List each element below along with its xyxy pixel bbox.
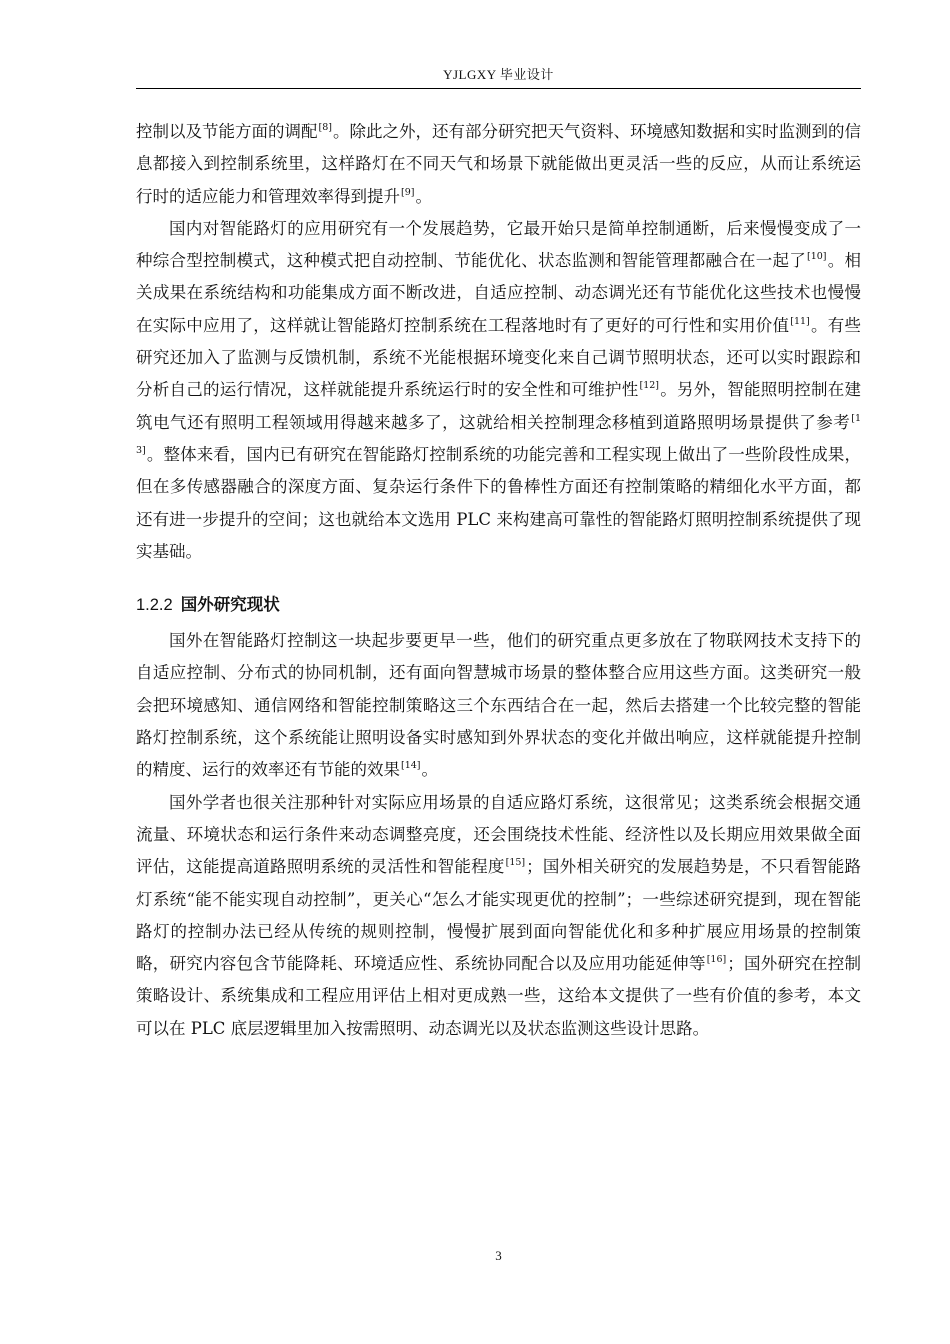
citation-ref: [16] [706, 954, 727, 966]
citation-ref: [13] [136, 412, 861, 456]
citation-ref: [12] [639, 380, 660, 392]
section-number: 1.2.2 [136, 596, 173, 615]
text-run: 国外在智能路灯控制这一块起步要更早一些，他们的研究重点更多放在了物联网技术支持下的自适应控制、分布式的协同机制，还有面向智慧城市场景的整体整合应用这些方面。这类研究一般会把环境感知、通信网络和智能控制策略这三个东西结合在一起，然后去搭建一个比较完整的智能路灯控制系统，这个系统能让照明设备实时感知到外界状态的变化并做出响应，这样就能提升控制的精度、运行的效率还有节能的效果 [136, 631, 861, 780]
paragraphs-bottom [136, 625, 861, 1045]
citation-ref: [14] [401, 760, 421, 772]
text-run: 。相关成果在系统结构和功能集成方面不断改进，自适应控制、动态调光还有节能优化这些技术也慢慢在实际中应用了，这样就让智能路灯控制系统在工程落地时有了更好的可行性和实用价值 [136, 251, 862, 335]
text-run: 。另外，智能照明控制在建筑电气还有照明工程领域用得越来越多了，这就给相关控制理念移植到道路照明场景提供了参考 [136, 380, 862, 432]
section-title: 国外研究现状 [180, 595, 280, 615]
text-run: 。整体来看，国内已有研究在智能路灯控制系统的功能完善和工程实现上做出了一些阶段性成果，但在多传感器融合的深度方面、复杂运行条件下的鲁棒性方面还有控制策略的精细化水平方面，都还有进一步提升的空间；这也就给本文选用 PLC 来构建高可靠性的智能路灯照明控制系统提供了现实基础。 [136, 444, 861, 561]
text-run: ；国外相关研究的发展趋势是，不只看智能路灯系统“能不能实现自动控制”，更关心“怎么才能实现更优的控制”；一些综述研究提到，现在智能路灯的控制办法已经从传统的规则控制，慢慢扩展到面向智能优化和多种扩展应用场景的控制策略，研究内容包含节能降耗、环境适应性、系统协同配合以及应用功能延伸等 [136, 857, 862, 974]
text-run: 控制以及节能方面的调配 [136, 122, 318, 141]
citation-ref: [8] [318, 122, 332, 133]
citation-ref: [15] [505, 857, 526, 869]
header-rule [136, 88, 861, 89]
text-run: 国外学者也很关注那种针对实际应用场景的自适应路灯系统，这很常见；这类系统会根据交通流量、环境状态和运行条件来动态调整亮度，还会围绕技术性能、经济性以及长期应用效果做全面评估，这能提高道路照明系统的灵活性和智能程度 [136, 792, 861, 877]
paragraph-p4 [136, 787, 861, 1045]
page-number: 3 [495, 1248, 502, 1263]
text-run: 。有些研究还加入了监测与反馈机制，系统不光能根据环境变化来自己调节照明状态，还可以实时跟踪和分析自己的运行情况，这样就能提升系统运行时的安全性和可维护性 [136, 315, 862, 400]
text-run: 国内对智能路灯的应用研究有一个发展趋势，它最开始只是简单控制通断，后来慢慢变成了一种综合型控制模式，这种模式把自动控制、节能优化、状态监测和智能管理都融合在一起了 [136, 218, 861, 271]
paragraphs-top [136, 116, 861, 568]
text-run: ；国外研究在控制策略设计、系统集成和工程应用评估上相对更成熟一些，这给本文提供了一些有价值的参考，本文可以在 PLC 底层逻辑里加入按需照明、动态调光以及状态监测这些设计思路。 [136, 954, 862, 1038]
page-body [136, 116, 861, 1045]
text-run: 。 [415, 186, 432, 206]
paragraph-p2 [136, 213, 861, 568]
citation-ref: [9] [401, 186, 415, 198]
text-run: 。除此之外，还有部分研究把天气资料、环境感知数据和实时监测到的信息都接入到控制系统里，这样路灯在不同天气和场景下就能做出更灵活一些的反应，从而让系统运行时的适应能力和管理效率得到提升 [136, 122, 862, 206]
citation-ref: [11] [790, 315, 810, 327]
section-heading [136, 589, 861, 621]
text-run: 。 [421, 760, 439, 780]
page-header: YJLGXY 毕业设计 [443, 67, 554, 82]
paragraph-p3 [136, 625, 861, 786]
paragraph-p1 [136, 116, 861, 213]
citation-ref: [10] [807, 251, 827, 263]
section-gap [136, 568, 861, 589]
